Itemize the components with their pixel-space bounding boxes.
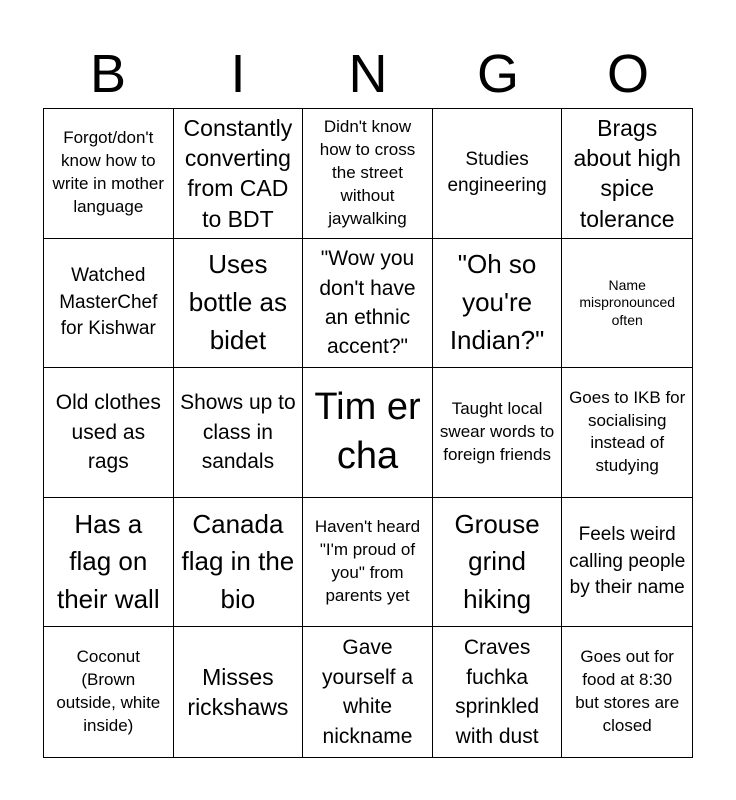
bingo-cell[interactable]: Name mispronounced often <box>562 239 692 369</box>
bingo-board <box>43 108 693 758</box>
header-letter-b: B <box>89 44 127 104</box>
bingo-cell[interactable]: Shows up to class in sandals <box>174 368 304 498</box>
bingo-cell[interactable]: Grouse grind hiking <box>433 498 563 628</box>
bingo-cell[interactable]: Craves fuchka sprinkled with dust <box>433 627 563 757</box>
bingo-cell[interactable]: Goes to IKB for socialising instead of studying <box>562 368 692 498</box>
bingo-header <box>43 40 693 108</box>
header-letter-i: I <box>230 44 246 104</box>
bingo-cell[interactable]: "Oh so you're Indian?" <box>433 239 563 369</box>
free-space-cell[interactable]: Tim er cha <box>303 368 433 498</box>
bingo-cell[interactable]: Constantly converting from CAD to BDT <box>174 109 304 239</box>
bingo-cell[interactable]: Coconut (Brown outside, white inside) <box>44 627 174 757</box>
bingo-cell[interactable]: Canada flag in the bio <box>174 498 304 628</box>
bingo-cell[interactable]: Goes out for food at 8:30 but stores are closed <box>575 647 680 736</box>
bingo-cell[interactable]: Haven't heard "I'm proud of you" from parents yet <box>303 498 433 628</box>
bingo-cell[interactable]: Misses rickshaws <box>174 627 304 757</box>
bingo-cell[interactable]: Old clothes used as rags <box>44 368 174 498</box>
header-letter-o: O <box>606 44 649 104</box>
bingo-cell[interactable]: Feels weird calling people by their name <box>562 498 692 628</box>
bingo-cell[interactable]: "Wow you don't have an ethnic accent?" <box>303 239 433 369</box>
header-letter-g: G <box>476 44 519 104</box>
bingo-cell[interactable]: Studies engineering <box>433 109 563 239</box>
bingo-cell[interactable]: Uses bottle as bidet <box>174 239 304 369</box>
bingo-cell[interactable]: Watched MasterChef for Kishwar <box>44 239 174 369</box>
bingo-cell[interactable]: Has a flag on their wall <box>44 498 174 628</box>
bingo-cell[interactable]: Didn't know how to cross the street without jaywalking <box>303 109 433 239</box>
header-letter-n: N <box>348 44 388 104</box>
bingo-cell[interactable]: Gave yourself a white nickname <box>303 627 433 757</box>
bingo-cell[interactable]: Taught local swear words to foreign friends <box>433 368 563 498</box>
bingo-cell[interactable]: Forgot/don't know how to write in mother language <box>44 109 174 239</box>
bingo-cell[interactable]: Brags about high spice tolerance <box>562 109 692 239</box>
